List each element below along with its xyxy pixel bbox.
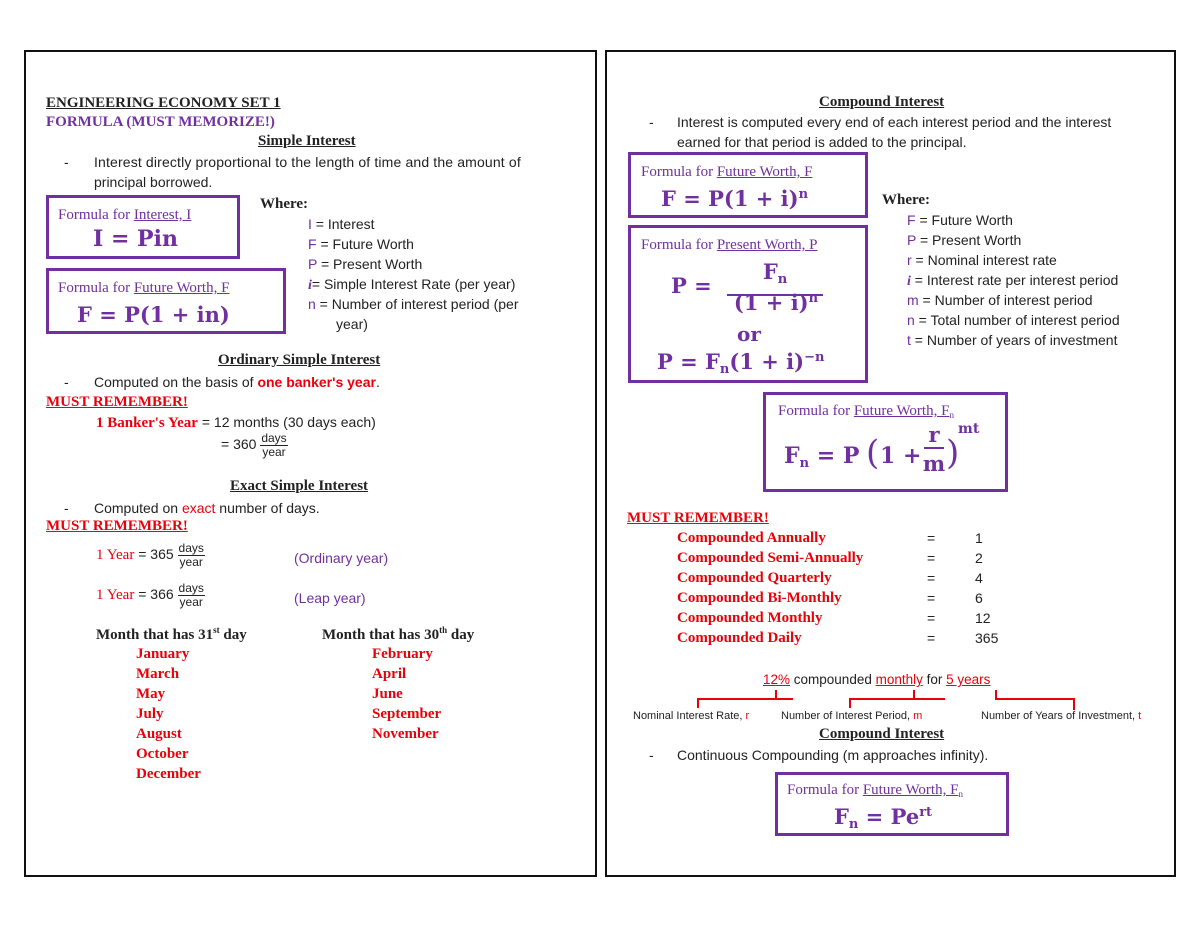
where-symbol: P xyxy=(308,256,318,272)
frequency-equals: = xyxy=(927,530,936,546)
close-paren: ) xyxy=(946,433,960,473)
ordinary-year-line xyxy=(96,542,205,569)
example-sentence xyxy=(763,672,990,687)
lhs-subscript: n xyxy=(848,817,859,832)
future-worth-nominal-box xyxy=(763,392,1008,492)
formula-caption-prefix: Formula for xyxy=(641,164,717,180)
bullet-dash: - xyxy=(64,374,69,390)
formula-subscript: n xyxy=(719,362,730,377)
bankers-year-label: 1 Banker's Year xyxy=(96,415,198,431)
doc-subtitle: FORMULA (MUST MEMORIZE!) xyxy=(46,114,275,130)
formula-main: F = P(1 + i) xyxy=(661,186,799,211)
where-item xyxy=(308,236,414,252)
formula-caption-prefix: Formula for xyxy=(58,280,134,296)
ordinary-heading: Ordinary Simple Interest xyxy=(218,352,381,368)
nominal-formula-denominator: m xyxy=(922,451,946,476)
formula-caption-link: Future Worth, F xyxy=(716,164,813,180)
example-rate: 12% xyxy=(763,672,791,687)
nominal-formula-exponent: mt xyxy=(958,421,980,437)
interest-formula-box xyxy=(46,195,240,259)
bracket-years-leg xyxy=(1073,698,1075,710)
future-worth-compound-box xyxy=(628,152,868,218)
frequency-value: 2 xyxy=(975,550,983,566)
frequency-equals: = xyxy=(927,550,936,566)
bullet-dash: - xyxy=(64,500,69,516)
example-years: 5 years xyxy=(946,672,991,687)
numerator-symbol: F xyxy=(762,259,778,284)
continuous-heading: Compound Interest xyxy=(819,726,945,742)
where-label: Where: xyxy=(260,196,309,212)
open-paren: ( xyxy=(866,433,880,473)
present-worth-denominator xyxy=(721,290,831,315)
bracket-period-leg xyxy=(849,698,851,708)
frequency-value: 1 xyxy=(975,530,983,546)
month-31-item: October xyxy=(136,746,189,762)
fraction-denominator: year xyxy=(262,445,286,459)
left-page xyxy=(24,50,597,877)
where-item xyxy=(308,216,375,232)
frequency-equals: = xyxy=(927,570,936,586)
simple-interest-desc-1: Interest directly proportional to the length of time and the amount of xyxy=(94,154,521,170)
frequency-name: Compounded Bi-Monthly xyxy=(677,590,842,606)
heading-text: day xyxy=(219,627,247,643)
where-symbol: F xyxy=(308,236,317,252)
where-item xyxy=(907,252,1057,268)
frequency-name: Compounded Daily xyxy=(677,630,802,646)
where-item xyxy=(907,312,1120,328)
simple-interest-desc-2: principal borrowed. xyxy=(94,174,213,190)
label-symbol: m xyxy=(913,710,923,722)
where-item xyxy=(907,232,1021,248)
formula-caption-link: Present Worth, P xyxy=(716,237,818,253)
where-desc: = Number of interest period xyxy=(918,292,1093,308)
ordinary-desc-suffix: . xyxy=(375,374,380,390)
compound-desc-2: earned for that period is added to the principal. xyxy=(677,134,967,150)
heading-sup: th xyxy=(439,625,448,635)
formula-caption-prefix: Formula for xyxy=(778,403,854,419)
month-31-item: March xyxy=(136,666,180,682)
future-worth-simple-formula: F = P(1 + in) xyxy=(77,302,230,327)
exact-heading: Exact Simple Interest xyxy=(230,478,369,494)
bracket-years-top xyxy=(995,698,1075,700)
exact-desc-highlight: exact xyxy=(181,500,216,516)
frequency-name: Compounded Semi-Annually xyxy=(677,550,864,566)
where-desc: = Simple Interest Rate (per year) xyxy=(311,276,516,292)
heading-sup: st xyxy=(213,625,220,635)
present-worth-alt-formula xyxy=(657,349,824,377)
where-item xyxy=(907,292,1093,308)
nominal-formula-lhs xyxy=(784,443,859,471)
month-31-item: July xyxy=(136,706,164,722)
caption-text: Future Worth, F xyxy=(862,782,959,798)
where-desc: = Present Worth xyxy=(317,256,423,272)
continuous-formula xyxy=(834,804,932,832)
lhs-subscript: n xyxy=(799,456,810,471)
caption-subscript: n xyxy=(949,410,954,420)
where-desc: = Number of years of investment xyxy=(910,332,1118,348)
days-per-year-fraction xyxy=(260,432,287,459)
year-label: 1 Year xyxy=(96,587,135,604)
where-item xyxy=(308,256,422,272)
caption-subscript: n xyxy=(958,789,963,799)
label-interest-period xyxy=(781,710,922,722)
formula-exponent: rt xyxy=(919,805,933,820)
fraction-numerator: days xyxy=(178,581,204,595)
months-30-heading xyxy=(322,625,474,644)
frequency-name: Compounded Annually xyxy=(677,530,826,546)
where-item xyxy=(308,296,519,312)
frequency-value: 12 xyxy=(975,610,991,626)
frequency-name: Compounded Monthly xyxy=(677,610,823,626)
bankers-year-line xyxy=(96,414,376,432)
frequency-equals: = xyxy=(927,610,936,626)
formula-caption-link: Interest, I xyxy=(133,207,192,223)
month-30-item: November xyxy=(372,726,439,742)
formula-caption-prefix: Formula for xyxy=(787,782,863,798)
formula-part: = P xyxy=(809,443,860,469)
month-30-item: February xyxy=(372,646,433,662)
bracket-rate-top xyxy=(697,698,793,700)
bullet-dash: - xyxy=(649,114,654,130)
bracket-rate-leg xyxy=(697,698,699,708)
label-nominal-rate xyxy=(633,710,749,722)
present-worth-box xyxy=(628,225,868,383)
future-worth-compound-formula xyxy=(661,186,808,211)
formula-caption-prefix: Formula for xyxy=(58,207,134,223)
where-symbol: i xyxy=(907,274,911,289)
right-page xyxy=(605,50,1176,877)
label-text: Number of Interest Period, xyxy=(781,710,914,722)
frequency-equals: = xyxy=(927,630,936,646)
where-desc: = Total number of interest period xyxy=(914,312,1120,328)
where-desc: = Interest rate per interest period xyxy=(910,272,1119,288)
nominal-formula-inner: 1 + xyxy=(880,443,922,469)
label-text: Number of Years of Investment, xyxy=(981,710,1139,722)
where-desc: = Future Worth xyxy=(915,212,1013,228)
where-symbol: t xyxy=(907,332,911,348)
compound-desc-1: Interest is computed every end of each interest period and the interest xyxy=(677,114,1112,130)
ordinary-must-remember: MUST REMEMBER! xyxy=(46,394,188,410)
where-label: Where: xyxy=(882,192,931,208)
where-symbol: r xyxy=(907,252,912,268)
formula-caption-link: Future Worth, F xyxy=(133,280,230,296)
future-worth-simple-box xyxy=(46,268,286,334)
days-per-year-fraction xyxy=(178,542,205,569)
bracket-years-stem xyxy=(995,690,997,700)
exact-desc-prefix: Computed on xyxy=(94,500,182,516)
where-desc: = Interest xyxy=(311,216,375,232)
formula-part: (1 + i) xyxy=(729,349,805,374)
frequency-value: 365 xyxy=(975,630,999,646)
where-desc: = Number of interest period (per xyxy=(315,296,519,312)
formula-exponent: −n xyxy=(804,350,825,365)
year-eq: = 365 xyxy=(134,546,178,563)
bracket-period-top xyxy=(849,698,945,700)
label-years xyxy=(981,710,1141,722)
months-31-heading xyxy=(96,625,247,644)
days-per-year-fraction xyxy=(178,582,205,609)
where-wrap-text: year) xyxy=(336,316,368,332)
month-31-item: August xyxy=(136,726,182,742)
fraction-denominator: year xyxy=(179,595,203,609)
month-31-item: May xyxy=(136,686,166,702)
frequency-equals: = xyxy=(927,590,936,606)
month-30-item: April xyxy=(372,666,407,682)
where-symbol: n xyxy=(308,296,316,312)
year-eq: = 366 xyxy=(134,586,178,603)
lhs-symbol: F xyxy=(834,804,849,829)
exact-desc-suffix: number of days. xyxy=(215,500,320,516)
label-symbol: t xyxy=(1138,710,1142,722)
frequency-name: Compounded Quarterly xyxy=(677,570,832,586)
month-31-item: January xyxy=(136,646,190,662)
where-item xyxy=(907,272,1118,290)
where-symbol: P xyxy=(907,232,917,248)
present-worth-lhs: P = xyxy=(671,273,712,298)
lhs-symbol: F xyxy=(784,443,800,469)
ordinary-year-note: (Ordinary year) xyxy=(294,550,389,566)
label-text: Nominal Interest Rate, xyxy=(633,710,746,722)
where-desc: = Future Worth xyxy=(316,236,414,252)
numerator-subscript: n xyxy=(777,272,788,287)
simple-interest-heading: Simple Interest xyxy=(258,133,356,149)
exact-must-remember: MUST REMEMBER! xyxy=(46,518,188,534)
where-symbol: F xyxy=(907,212,916,228)
must-remember-label: MUST REMEMBER! xyxy=(627,510,769,526)
continuous-formula-box xyxy=(775,772,1009,836)
leap-year-line xyxy=(96,582,205,609)
where-desc: = Nominal interest rate xyxy=(911,252,1057,268)
frequency-value: 4 xyxy=(975,570,983,586)
heading-text: day xyxy=(447,627,475,643)
where-item xyxy=(907,332,1117,348)
frequency-value: 6 xyxy=(975,590,983,606)
bullet-dash: - xyxy=(64,154,69,170)
continuous-desc: Continuous Compounding (m approaches infinity). xyxy=(677,747,989,763)
bracket-period-stem xyxy=(913,690,915,700)
formula-caption-link xyxy=(863,782,963,798)
bankers-year-value: = 12 months (30 days each) xyxy=(197,414,376,430)
example-text: for xyxy=(922,672,947,687)
caption-text: Future Worth, F xyxy=(853,403,950,419)
formula-caption-link xyxy=(854,403,954,419)
denominator-base: (1 + i) xyxy=(733,290,809,315)
heading-text: Month that has 31 xyxy=(96,627,214,643)
exact-desc xyxy=(94,500,320,516)
where-item xyxy=(308,276,515,294)
denominator-exponent: n xyxy=(808,291,819,306)
where-symbol: i xyxy=(308,278,312,293)
fraction-numerator: days xyxy=(178,541,204,555)
formula-part: P = F xyxy=(657,349,720,374)
where-symbol: I xyxy=(308,216,312,232)
formula-exponent: n xyxy=(798,187,809,202)
label-symbol: r xyxy=(745,710,750,722)
ordinary-desc-prefix: Computed on the basis of xyxy=(94,374,258,390)
example-text: compounded xyxy=(790,672,876,687)
month-30-item: June xyxy=(372,686,403,702)
heading-text: Month that has 30 xyxy=(322,627,440,643)
where-symbol: n xyxy=(907,312,915,328)
formula-caption-prefix: Formula for xyxy=(641,237,717,253)
year-label: 1 Year xyxy=(96,547,135,564)
bullet-dash: - xyxy=(649,747,654,763)
fraction-numerator: days xyxy=(261,431,287,445)
month-30-item: September xyxy=(372,706,442,722)
ordinary-desc xyxy=(94,374,380,390)
compound-heading: Compound Interest xyxy=(819,94,945,110)
interest-formula: I = Pin xyxy=(93,226,178,252)
doc-title: ENGINEERING ECONOMY SET 1 xyxy=(46,95,281,111)
fraction-denominator: year xyxy=(179,555,203,569)
bankers-year-360 xyxy=(221,432,288,459)
ordinary-desc-highlight: one banker's year xyxy=(257,374,376,390)
month-31-item: December xyxy=(136,766,201,782)
leap-year-note: (Leap year) xyxy=(294,590,366,606)
example-frequency: monthly xyxy=(875,672,923,687)
where-symbol: m xyxy=(907,292,919,308)
formula-part: = Pe xyxy=(858,804,920,829)
eq360-prefix: = 360 xyxy=(221,436,261,453)
or-text: or xyxy=(737,322,761,346)
bracket-rate-stem xyxy=(775,690,777,700)
where-item xyxy=(907,212,1013,228)
where-desc: = Present Worth xyxy=(916,232,1022,248)
nominal-formula-numerator: r xyxy=(924,423,944,449)
